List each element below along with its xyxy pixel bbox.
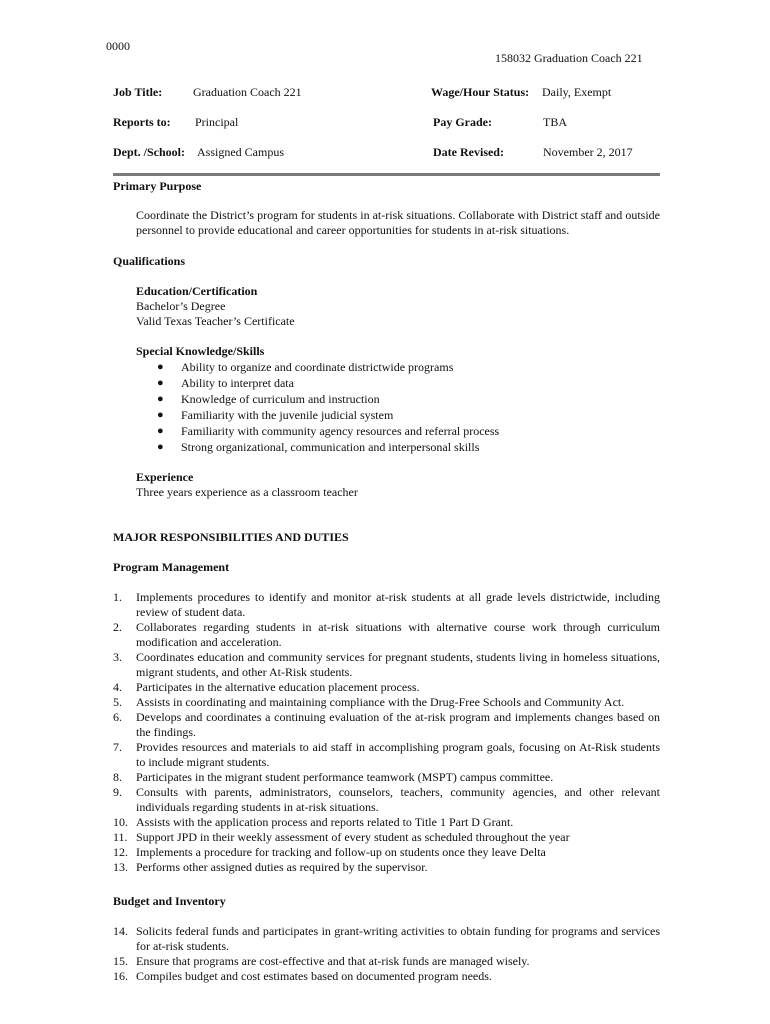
list-item — [113, 785, 660, 815]
reports-to-value: Principal — [195, 115, 239, 129]
item-number: 2. — [113, 620, 122, 634]
item-text: Ensure that programs are cost-effective and that at-risk funds are managed wisely. — [136, 954, 530, 968]
bullet-icon: ● — [157, 393, 164, 405]
list-item — [113, 710, 660, 740]
dept-value: Assigned Campus — [197, 145, 284, 159]
item-number: 13. — [113, 860, 128, 874]
skill-text: Ability to interpret data — [181, 376, 294, 390]
program-management-heading: Program Management — [113, 560, 230, 574]
major-responsibilities-heading: MAJOR RESPONSIBILITIES AND DUTIES — [113, 530, 349, 544]
skill-text: Knowledge of curriculum and instruction — [181, 392, 380, 406]
skill-item — [136, 439, 499, 455]
list-item — [113, 770, 660, 785]
list-item — [113, 590, 660, 620]
budget-inventory-heading: Budget and Inventory — [113, 894, 226, 908]
bullet-icon: ● — [157, 377, 164, 389]
budget-inventory-list — [113, 924, 660, 984]
skill-text: Ability to organize and coordinate districtwide programs — [181, 360, 454, 374]
wage-status-value: Daily, Exempt — [542, 85, 612, 99]
bullet-icon: ● — [157, 409, 164, 421]
item-text: Consults with parents, administrators, counselors, teachers, community agencies, and other relevant individuals regarding students in at-risk situations. — [136, 785, 660, 814]
job-title-label: Job Title: — [113, 85, 163, 99]
item-number: 8. — [113, 770, 122, 784]
skill-item — [136, 407, 499, 423]
item-number: 12. — [113, 845, 128, 859]
item-text: Participates in the migrant student performance teamwork (MSPT) campus committee. — [136, 770, 554, 784]
item-text: Compiles budget and cost estimates based on documented program needs. — [136, 969, 492, 983]
item-number: 11. — [113, 830, 128, 844]
list-item — [113, 620, 660, 650]
item-text: Implements procedures to identify and monitor at-risk students at all grade levels districtwide, including review of student data. — [136, 590, 660, 619]
list-item — [113, 680, 660, 695]
item-text: Develops and coordinates a continuing evaluation of the at-risk program and implements changes based on the findings. — [136, 710, 660, 739]
skill-item — [136, 423, 499, 439]
bullet-icon: ● — [157, 441, 164, 453]
list-item — [113, 860, 660, 875]
skill-item — [136, 359, 499, 375]
date-revised-label: Date Revised: — [433, 145, 504, 159]
item-number: 6. — [113, 710, 122, 724]
item-number: 16. — [113, 969, 128, 983]
bullet-icon: ● — [157, 361, 164, 373]
item-text: Assists with the application process and reports related to Title 1 Part D Grant. — [136, 815, 514, 829]
pay-grade-value: TBA — [543, 115, 567, 129]
education-heading: Education/Certification — [136, 284, 258, 298]
list-item — [113, 815, 660, 830]
education-item: Valid Texas Teacher’s Certificate — [136, 314, 295, 328]
item-text: Collaborates regarding students in at-risk situations with alternative course work through curriculum modification and acceleration. — [136, 620, 660, 649]
primary-purpose-text: Coordinate the District’s program for students in at-risk situations. Collaborate with District staff and outside personnel to provide educational and career opportunities for students in at-risk situations. — [136, 208, 660, 237]
list-item — [113, 830, 660, 845]
item-number: 5. — [113, 695, 122, 709]
item-number: 15. — [113, 954, 128, 968]
header-divider — [113, 173, 660, 176]
list-item — [113, 954, 660, 969]
pay-grade-label: Pay Grade: — [433, 115, 492, 129]
dept-label: Dept. /School: — [113, 145, 185, 159]
list-item — [113, 740, 660, 770]
education-item: Bachelor’s Degree — [136, 299, 226, 313]
bullet-icon: ● — [157, 425, 164, 437]
item-text: Support JPD in their weekly assessment of every student as scheduled throughout the year — [136, 830, 570, 844]
item-number: 1. — [113, 590, 122, 604]
list-item — [113, 650, 660, 680]
skill-item — [136, 391, 499, 407]
date-revised-value: November 2, 2017 — [543, 145, 633, 159]
item-text: Performs other assigned duties as required by the supervisor. — [136, 860, 428, 874]
skill-text: Familiarity with the juvenile judicial system — [181, 408, 394, 422]
item-number: 3. — [113, 650, 122, 664]
program-management-list — [113, 590, 660, 875]
list-item — [113, 695, 660, 710]
item-number: 14. — [113, 924, 128, 938]
wage-status-label: Wage/Hour Status: — [431, 85, 530, 99]
item-text: Solicits federal funds and participates in grant-writing activities to obtain funding for programs and services for at-risk students. — [136, 924, 660, 953]
document-code: 0000 — [106, 39, 130, 53]
education-list — [136, 299, 295, 329]
list-item — [113, 845, 660, 860]
skill-text: Strong organizational, communication and interpersonal skills — [181, 440, 480, 454]
item-number: 9. — [113, 785, 122, 799]
header-job-code: 158032 Graduation Coach 221 — [495, 51, 643, 65]
skills-heading: Special Knowledge/Skills — [136, 344, 265, 358]
primary-purpose-heading: Primary Purpose — [113, 179, 202, 193]
list-item — [113, 969, 660, 984]
job-title-value: Graduation Coach 221 — [193, 85, 302, 99]
item-number: 7. — [113, 740, 122, 754]
skill-item — [136, 375, 499, 391]
reports-to-label: Reports to: — [113, 115, 171, 129]
item-text: Participates in the alternative education placement process. — [136, 680, 420, 694]
item-text: Assists in coordinating and maintaining compliance with the Drug-Free Schools and Community Act. — [136, 695, 625, 709]
item-text: Coordinates education and community services for pregnant students, students living in homeless situations, migrant students, and other At-Risk students. — [136, 650, 660, 679]
skill-text: Familiarity with community agency resources and referral process — [181, 424, 500, 438]
item-number: 10. — [113, 815, 128, 829]
item-text: Implements a procedure for tracking and follow-up on students once they leave Delta — [136, 845, 546, 859]
experience-heading: Experience — [136, 470, 194, 484]
experience-text: Three years experience as a classroom teacher — [136, 485, 358, 499]
qualifications-heading: Qualifications — [113, 254, 186, 268]
list-item — [113, 924, 660, 954]
item-text: Provides resources and materials to aid staff in accomplishing program goals, focusing on At-Risk students to include migrant students. — [136, 740, 660, 769]
item-number: 4. — [113, 680, 122, 694]
skills-list — [136, 359, 499, 455]
